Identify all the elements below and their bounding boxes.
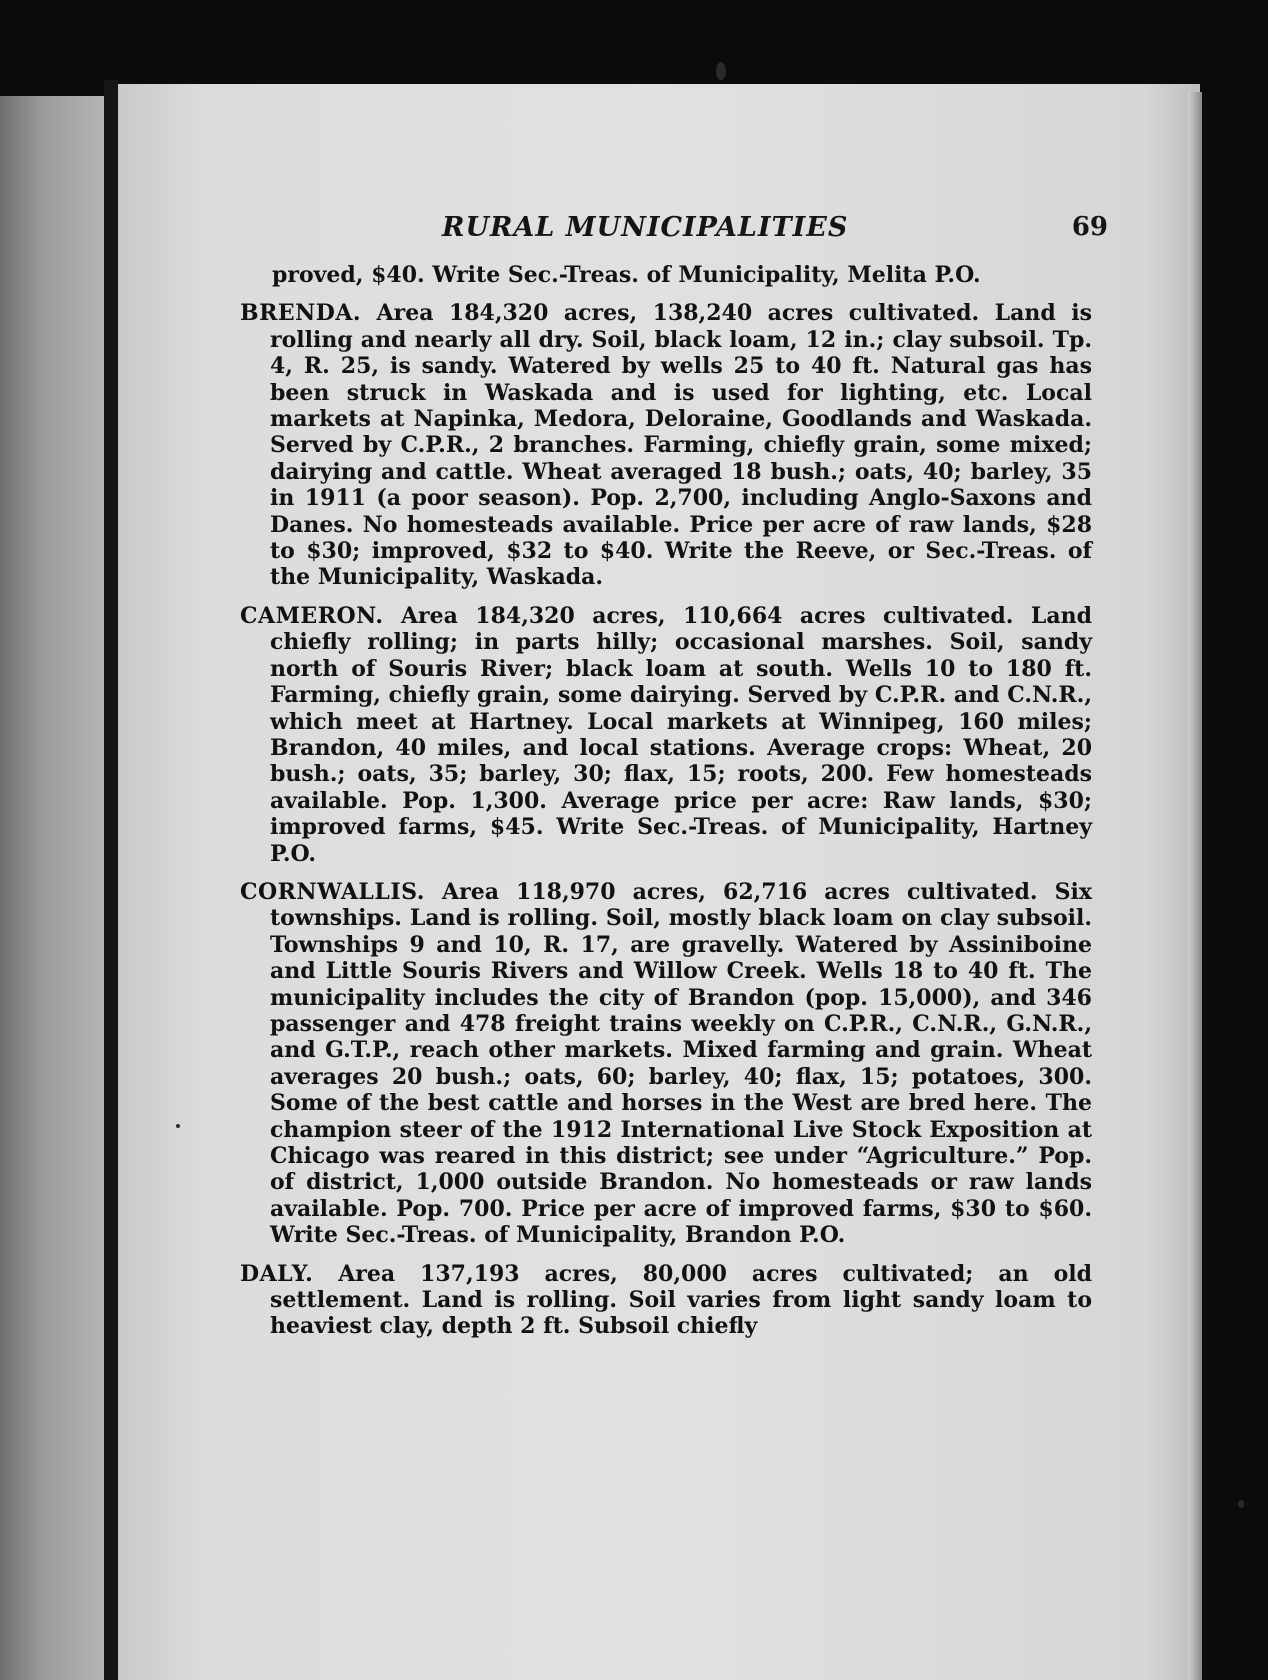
continued-paragraph: proved, $40. Write Sec.-Treas. of Municipality, Melita P.O.: [272, 262, 981, 288]
page-edge-shadow: [1188, 92, 1202, 1680]
entry-cornwallis: [240, 879, 1092, 1249]
scan-speck: [1238, 1500, 1244, 1508]
entry-daly: [240, 1261, 1092, 1340]
page-body: [240, 262, 1092, 1352]
entry-name: CORNWALLIS.: [240, 878, 425, 905]
scan-speck: [716, 62, 726, 80]
entry-name: CAMERON.: [240, 602, 384, 629]
running-header-title: RURAL MUNICIPALITIES: [442, 212, 849, 243]
page-number: 69: [1071, 212, 1108, 242]
scan-speck: [176, 1124, 180, 1128]
entry-cameron: [240, 603, 1092, 867]
entry-name: BRENDA.: [240, 300, 362, 327]
book-gutter: [104, 80, 118, 1680]
entry-name: DALY.: [240, 1260, 314, 1287]
entry-text: Area 137,193 acres, 80,000 acres cultivated; an old settlement. Land is rolling. Soil varies from light sandy loam to heaviest clay, depth 2 ft. Subsoil chiefly: [270, 1260, 1092, 1340]
entry-text: Area 118,970 acres, 62,716 acres cultivated. Six townships. Land is rolling. Soil, mostly black loam on clay subsoil. Townships 9 and 10, R. 17, are gravelly. Watered by Assiniboine and Little Souris Rivers and Willow Creek. Wells 18 to 40 ft. The municipality includes the city of Brandon (pop. 15,000), and 346 passenger and 478 freight trains weekly on C.P.R., C.N.R., G.N.R., and G.T.P., reach other markets. Mixed farming and grain. Wheat averages 20 bush.; oats, 60; barley, 40; flax, 15; potatoes, 300. Some of the best cattle and horses in the West are bred here. The champion steer of the 1912 International Live Stock Exposition at Chicago was reared in this district; see under “Agriculture.” Pop. of district, 1,000 outside Brandon. No homesteads or raw lands available. Pop. 700. Price per acre of improved farms, $30 to $60. Write Sec.-Treas. of Municipality, Brandon P.O.: [270, 878, 1092, 1249]
entry-text: Area 184,320 acres, 138,240 acres cultivated. Land is rolling and nearly all dry. Soil, black loam, 12 in.; clay subsoil. Tp. 4, R. 25, is sandy. Watered by wells 25 to 40 ft. Natural gas has been struck in Waskada and is used for lighting, etc. Local markets at Napinka, Medora, Deloraine, Goodlands and Waskada. Served by C.P.R., 2 branches. Farming, chiefly grain, some mixed; dairying and cattle. Wheat averaged 18 bush.; oats, 40; barley, 35 in 1911 (a poor season). Pop. 2,700, including Anglo-Saxons and Danes. No homesteads available. Price per acre of raw lands, $28 to $30; improved, $32 to $40. Write the Reeve, or Sec.-Treas. of the Municipality, Waskada.: [270, 300, 1092, 591]
running-header: [442, 212, 1122, 246]
entry-text: Area 184,320 acres, 110,664 acres cultivated. Land chiefly rolling; in parts hilly; occasional marshes. Soil, sandy north of Souris River; black loam at south. Wells 10 to 180 ft. Farming, chiefly grain, some dairying. Served by C.P.R. and C.N.R., which meet at Hartney. Local markets at Winnipeg, 160 miles; Brandon, 40 miles, and local stations. Average crops: Wheat, 20 bush.; oats, 35; barley, 30; flax, 15; roots, 200. Few homesteads available. Pop. 1,300. Average price per acre: Raw lands, $30; improved farms, $45. Write Sec.-Treas. of Municipality, Hartney P.O.: [270, 602, 1092, 867]
facing-page-edge: [0, 96, 104, 1680]
entry-brenda: [240, 300, 1092, 590]
